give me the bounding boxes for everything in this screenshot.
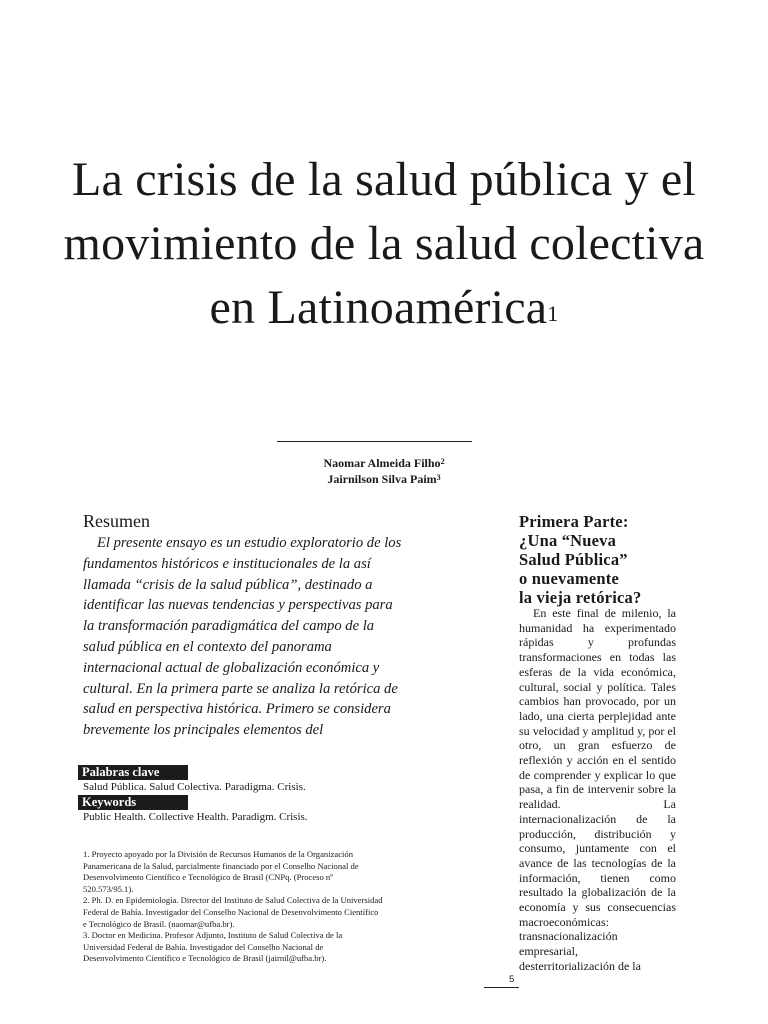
footnote: 3. Doctor en Medicina. Profesor Adjunto, Instituto de Salud Colectiva de la Universidad Federal de Bahía. Investigador del Conselho Nacional de Desenvolvimento Científico e Tecnológico de Brasil (jairnil@ufba.br). bbox=[83, 930, 343, 964]
body-text: En este final de milenio, la humanidad ha experimentado rápidas y profundas transformaciones en todas las esferas de la vida económica, cultural, social y política. Tales cambios han provocado, por un lado, una cierta perplejidad ante su velocidad y amplitud y, por el otro, un gran esfuerzo de reflexión y acción en el sentido de comprender y explicar lo que pasa, a fin de intervenir sobre la realidad. La internacionalización de la producción, distribución y consumo, juntamente con el avance de las tecnologías de la información, tienen como resultado la globalización de la economía y sus consecuencias macroeconómicas: transnacionalización empresarial, desterritorialización de la bbox=[519, 606, 676, 973]
abstract-text: El presente ensayo es un estudio exploratorio de los fundamentos históricos e institucionales de la así llamada “crisis de la salud pública”, destinado a identificar las nuevas tendencias y perspectivas para la transformación paradigmática del campo de la salud pública en el contexto del panorama internacional actual de globalización económica y cultural. En la primera parte se analiza la retórica de salud en perspectiva histórica. Primero se considera brevemente los principales elementos del bbox=[83, 535, 402, 739]
article-title: La crisis de la salud pública y el movimiento de la salud colectiva en Latinoamérica$^1$ bbox=[63, 153, 705, 334]
keywords-es-text: Salud Pública. Salud Colectiva. Paradigma. Crisis. bbox=[83, 781, 306, 793]
section-heading: Primera Parte: ¿Una “Nueva Salud Pública” o nuevamente la vieja retórica? bbox=[519, 512, 642, 607]
keywords-en-label: Keywords bbox=[78, 795, 188, 810]
keywords-en-text: Public Health. Collective Health. Paradigm. Crisis. bbox=[83, 811, 308, 823]
keywords-es-label: Palabras clave bbox=[78, 765, 188, 780]
footnote: 1. Proyecto apoyado por la División de Recursos Humanos de la Organización Panamericana de la Salud, parcialmente financiado por el Conselho Nacional de Desenvolvimento Científico e Tecnológico de Brasil (CNPq. (Proceso nº 520.573/95.1). bbox=[83, 849, 359, 894]
title-divider bbox=[277, 441, 472, 442]
page-number-rule bbox=[484, 987, 519, 988]
title-footnote-marker: 1 bbox=[547, 301, 559, 326]
author: Jairnilson Silva Paim$^3$ bbox=[327, 472, 441, 486]
footnotes bbox=[83, 849, 383, 965]
page-number: 5 bbox=[509, 974, 515, 985]
abstract-heading: Resumen bbox=[83, 511, 150, 531]
author: Naomar Almeida Filho$^2$ bbox=[323, 456, 445, 470]
author-list bbox=[200, 455, 568, 487]
footnote: 2. Ph. D. en Epidemiología. Director del Instituto de Salud Colectiva de la Universidad Federal de Bahía. Investigador del Conselho Nacional de Desenvolvimento Científico e Tecnológico de Brasil. (naomar@ufba.br). bbox=[83, 895, 383, 929]
